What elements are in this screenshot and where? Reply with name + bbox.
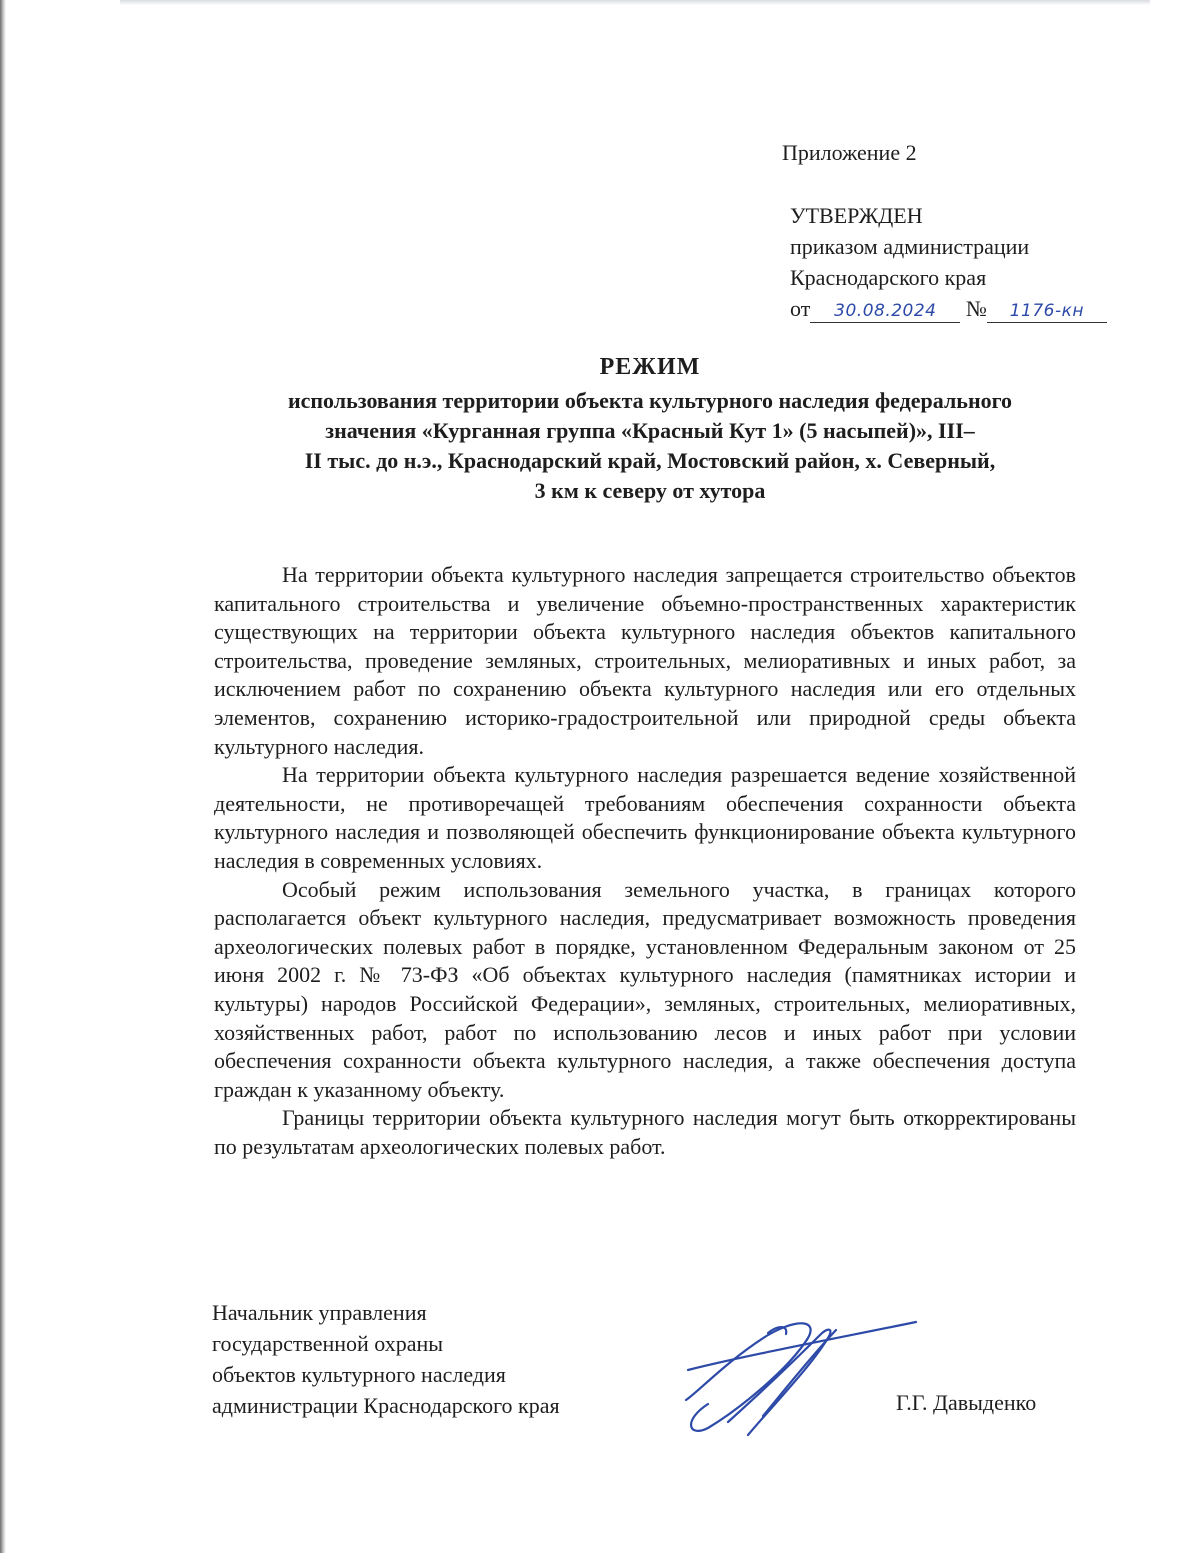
title-line-3: II тыс. до н.э., Краснодарский край, Мостовский район, х. Северный,: [304, 448, 996, 473]
approval-line-3: Краснодарского края: [790, 265, 987, 290]
position-line-2: государственной охраны: [212, 1331, 444, 1356]
approval-line-2: приказом администрации: [790, 234, 1030, 259]
position-line-3: объектов культурного наследия: [212, 1362, 506, 1387]
order-date-number-line: [790, 293, 1107, 324]
paragraph-boundaries: Границы территории объекта культурного наследия могут быть откорректированы по результатам археологических полевых работ.: [214, 1105, 1076, 1159]
annex-label: Приложение 2: [782, 140, 917, 165]
order-date-field: [810, 298, 960, 323]
approval-line-1: УТВЕРЖДЕН: [790, 203, 923, 228]
title-line-2: значения «Курганная группа «Красный Кут 1» (5 насыпей)», III–: [325, 418, 975, 443]
document-body: [214, 561, 1076, 1161]
position-line-4: администрации Краснодарского края: [212, 1393, 560, 1418]
order-number-field: [987, 298, 1107, 323]
signatory-name: Г.Г. Давыденко: [896, 1390, 1037, 1415]
approval-block: [790, 200, 1107, 324]
paragraph-prohibitions: На территории объекта культурного наследия запрещается строительство объектов капитального строительства и увеличение объемно-пространственных характеристик существующих на территории объекта культурного наследия объектов капитального строительства, проведение земляных, строительных, мелиоративных и иных работ, за исключением работ по сохранению объекта культурного наследия или его отдельных элементов, сохранению историко-градостроительной или природной среды объекта культурного наследия.: [214, 562, 1076, 759]
signatory-position: [212, 1297, 560, 1421]
order-date-handwritten: 30.08.2024: [834, 301, 937, 321]
title-line-4: 3 км к северу от хутора: [534, 478, 766, 503]
scan-edge-top: [120, 0, 1150, 5]
paragraph-permitted-activity: На территории объекта культурного наследия разрешается ведение хозяйственной деятельности, не противоречащей требованиям обеспечения сохранности объекта культурного наследия и позволяющей обеспечить функционирование объекта культурного наследия в современных условиях.: [214, 762, 1076, 873]
order-from-prefix: от: [790, 296, 811, 321]
document-title: [150, 352, 1150, 506]
handwritten-signature-icon: [668, 1300, 928, 1450]
title-main: РЕЖИМ: [599, 354, 701, 380]
position-line-1: Начальник управления: [212, 1300, 427, 1325]
title-line-1: использования территории объекта культурного наследия федерального: [287, 388, 1013, 413]
order-number-handwritten: 1176-кн: [1009, 301, 1084, 321]
scan-edge-left: [0, 0, 6, 1553]
order-number-prefix: №: [965, 296, 987, 321]
paragraph-special-regime: Особый режим использования земельного участка, в границах которого располагается объект культурного наследия, предусматривает возможность проведения археологических полевых работ в порядке, установленном Федеральным законом от 25 июня 2002 г. № 73-ФЗ «Об объектах культурного наследия (памятниках истории и культуры) народов Российской Федерации», земляных, строительных, мелиоративных, хозяйственных работ, работ по использованию лесов и иных работ при условии обеспечения сохранности объекта культурного наследия, а также обеспечения доступа граждан к указанному объекту.: [214, 876, 1076, 1102]
